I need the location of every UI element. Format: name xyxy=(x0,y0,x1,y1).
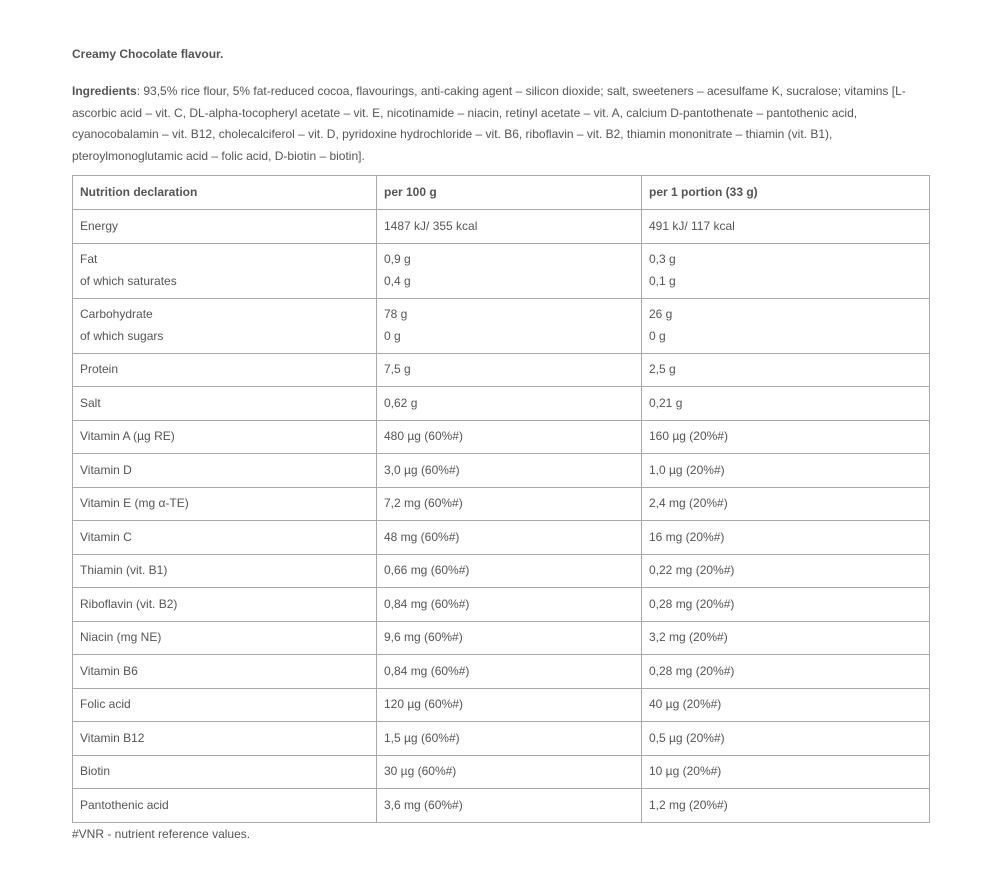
table-row xyxy=(73,420,930,454)
cell-line: 0,28 mg (20%#) xyxy=(649,596,735,611)
cell-line: 120 µg (60%#) xyxy=(384,697,463,711)
cell-line: 2,5 g xyxy=(649,362,676,376)
per-100g-cell xyxy=(377,755,642,789)
table-row xyxy=(73,722,930,756)
per-portion-cell xyxy=(642,588,930,622)
per-portion-cell xyxy=(642,454,930,488)
cell-line: 160 µg (20%#) xyxy=(649,429,728,443)
cell-line: 0,66 mg (60%#) xyxy=(384,563,470,577)
cell-line: 0,3 g xyxy=(649,252,676,266)
cell-line: 0,22 mg (20%#) xyxy=(649,563,735,577)
per-portion-cell xyxy=(642,243,930,298)
cell-line: Fat xyxy=(80,252,98,266)
cell-line: Salt xyxy=(80,395,101,410)
cell-line: 30 µg (60%#) xyxy=(384,764,457,778)
nutrient-name-cell xyxy=(73,487,377,521)
per-100g-cell xyxy=(377,487,642,521)
ingredients-paragraph xyxy=(72,81,929,167)
per-100g-cell xyxy=(377,655,642,689)
per-100g-cell xyxy=(377,387,642,421)
nutrient-name-cell xyxy=(73,688,377,722)
table-row xyxy=(73,655,930,689)
cell-line: Protein xyxy=(80,362,119,376)
header-per-portion: per 1 portion (33 g) xyxy=(642,176,930,210)
cell-line: 0,4 g xyxy=(384,273,411,288)
cell-line: 3,0 µg (60%#) xyxy=(384,462,460,477)
per-portion-cell xyxy=(642,420,930,454)
per-portion-cell xyxy=(642,521,930,555)
per-100g-cell xyxy=(377,521,642,555)
table-row xyxy=(73,353,930,387)
table-row xyxy=(73,789,930,823)
nutrient-name-cell xyxy=(73,210,377,244)
table-row xyxy=(73,243,930,298)
per-portion-cell xyxy=(642,621,930,655)
cell-line: Thiamin (vit. B1) xyxy=(80,563,168,577)
per-portion-cell xyxy=(642,722,930,756)
cell-line: Vitamin B12 xyxy=(80,730,145,745)
nutrient-name-cell xyxy=(73,554,377,588)
table-row xyxy=(73,487,930,521)
cell-line: 491 kJ/ 117 kcal xyxy=(649,218,735,233)
cell-line: 1487 kJ/ 355 kcal xyxy=(384,218,478,233)
cell-line: 3,6 mg (60%#) xyxy=(384,797,463,812)
nutrient-name-cell xyxy=(73,243,377,298)
per-100g-cell xyxy=(377,353,642,387)
footnote: #VNR - nutrient reference values. xyxy=(72,826,251,841)
per-portion-cell xyxy=(642,789,930,823)
per-100g-cell xyxy=(377,454,642,488)
cell-line: 26 g xyxy=(649,307,673,321)
cell-line: 0 g xyxy=(649,328,666,343)
cell-line: 480 µg (60%#) xyxy=(384,429,463,443)
cell-line: 0,84 mg (60%#) xyxy=(384,663,470,678)
cell-line: Vitamin D xyxy=(80,462,132,477)
nutrient-name-cell xyxy=(73,353,377,387)
per-100g-cell xyxy=(377,298,642,353)
cell-line: 1,2 mg (20%#) xyxy=(649,797,728,812)
cell-line: Vitamin A (µg RE) xyxy=(80,429,175,443)
cell-line: of which saturates xyxy=(80,273,177,288)
per-100g-cell xyxy=(377,420,642,454)
nutrition-table-body xyxy=(73,210,930,823)
per-portion-cell xyxy=(642,487,930,521)
per-100g-cell xyxy=(377,210,642,244)
nutrient-name-cell xyxy=(73,789,377,823)
ingredients-label: Ingredients xyxy=(72,84,137,98)
cell-line: Niacin (mg NE) xyxy=(80,630,162,644)
cell-line: of which sugars xyxy=(80,328,164,343)
per-portion-cell xyxy=(642,210,930,244)
per-100g-cell xyxy=(377,722,642,756)
per-100g-cell xyxy=(377,789,642,823)
header-nutrition-declaration: Nutrition declaration xyxy=(73,176,377,210)
nutrient-name-cell xyxy=(73,755,377,789)
per-portion-cell xyxy=(642,387,930,421)
nutrient-name-cell xyxy=(73,521,377,555)
cell-line: 2,4 mg (20%#) xyxy=(649,496,728,510)
nutrient-name-cell xyxy=(73,454,377,488)
product-info xyxy=(72,44,929,841)
table-row xyxy=(73,210,930,244)
table-row xyxy=(73,521,930,555)
cell-line: 0,84 mg (60%#) xyxy=(384,596,470,611)
cell-line: 1,5 µg (60%#) xyxy=(384,730,460,745)
header-per-100g: per 100 g xyxy=(377,176,642,210)
nutrient-name-cell xyxy=(73,298,377,353)
cell-line: 0,28 mg (20%#) xyxy=(649,663,735,678)
cell-line: 0,62 g xyxy=(384,395,418,410)
per-portion-cell xyxy=(642,353,930,387)
cell-line: Vitamin E (mg α-TE) xyxy=(80,496,189,510)
cell-line: 1,0 µg (20%#) xyxy=(649,462,725,477)
ingredients-text: : 93,5% rice flour, 5% fat-reduced cocoa, flavourings, anti-caking agent – silicon dioxide; salt, sweeteners – acesulfame K, sucralose; vitamins [L-ascorbic acid – vit. C, DL-alpha-tocopheryl acetate – vit. E, nicotinamide – niacin, retinyl acetate – vit. A, calcium D-pantothenate – pantothenic acid, cyanocobalamin – vit. B12, cholecalciferol – vit. D, pyridoxine hydrochloride – vit. B6, riboflavin – vit. B2, thiamin mononitrate – thiamin (vit. B1), pteroylmonoglutamic acid – folic acid, D-biotin – biotin]. xyxy=(72,84,906,163)
per-100g-cell xyxy=(377,588,642,622)
per-portion-cell xyxy=(642,688,930,722)
table-row xyxy=(73,298,930,353)
nutrient-name-cell xyxy=(73,655,377,689)
nutrient-name-cell xyxy=(73,387,377,421)
cell-line: Biotin xyxy=(80,764,111,778)
per-portion-cell xyxy=(642,755,930,789)
per-100g-cell xyxy=(377,621,642,655)
cell-line: 10 µg (20%#) xyxy=(649,764,722,778)
nutrient-name-cell xyxy=(73,722,377,756)
cell-line: 0,21 g xyxy=(649,395,683,410)
cell-line: 0,9 g xyxy=(384,252,411,266)
per-portion-cell xyxy=(642,298,930,353)
flavour-title: Creamy Chocolate flavour. xyxy=(72,47,224,61)
cell-line: 9,6 mg (60%#) xyxy=(384,630,463,644)
table-row xyxy=(73,688,930,722)
cell-line: 40 µg (20%#) xyxy=(649,697,722,711)
table-row xyxy=(73,454,930,488)
cell-line: 0 g xyxy=(384,328,401,343)
cell-line: 16 mg (20%#) xyxy=(649,529,725,544)
cell-line: 0,5 µg (20%#) xyxy=(649,730,725,745)
cell-line: 3,2 mg (20%#) xyxy=(649,630,728,644)
nutrient-name-cell xyxy=(73,588,377,622)
cell-line: Folic acid xyxy=(80,697,131,711)
nutrition-table xyxy=(72,175,930,823)
cell-line: 48 mg (60%#) xyxy=(384,529,460,544)
table-row xyxy=(73,755,930,789)
per-portion-cell xyxy=(642,655,930,689)
cell-line: 78 g xyxy=(384,307,408,321)
cell-line: Energy xyxy=(80,218,119,233)
per-100g-cell xyxy=(377,688,642,722)
cell-line: 7,2 mg (60%#) xyxy=(384,496,463,510)
cell-line: Carbohydrate xyxy=(80,307,153,321)
cell-line: Pantothenic acid xyxy=(80,797,169,812)
cell-line: Vitamin B6 xyxy=(80,663,138,678)
table-row xyxy=(73,588,930,622)
per-100g-cell xyxy=(377,243,642,298)
table-header-row xyxy=(73,176,930,210)
table-row xyxy=(73,387,930,421)
cell-line: Vitamin C xyxy=(80,529,132,544)
table-row xyxy=(73,621,930,655)
per-portion-cell xyxy=(642,554,930,588)
cell-line: Riboflavin (vit. B2) xyxy=(80,596,178,611)
cell-line: 0,1 g xyxy=(649,273,676,288)
nutrient-name-cell xyxy=(73,420,377,454)
nutrient-name-cell xyxy=(73,621,377,655)
table-row xyxy=(73,554,930,588)
cell-line: 7,5 g xyxy=(384,362,411,376)
per-100g-cell xyxy=(377,554,642,588)
